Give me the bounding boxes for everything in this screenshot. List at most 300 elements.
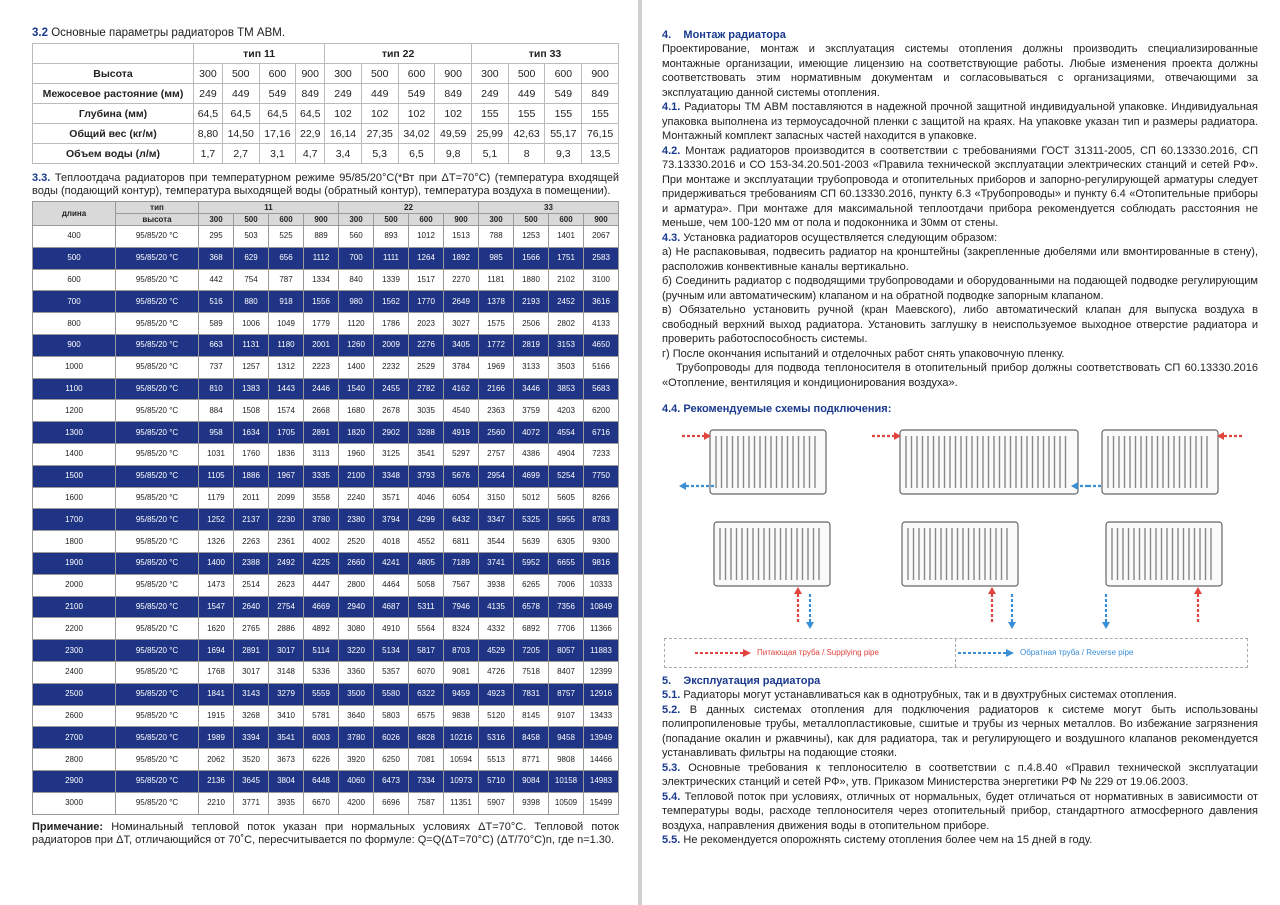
params-cell: 900 — [435, 64, 472, 84]
heat-value-cell: 4919 — [444, 422, 479, 444]
left-page — [0, 0, 638, 905]
heat-row — [33, 400, 619, 422]
heat-row — [33, 683, 619, 705]
heat-value-cell: 5683 — [584, 378, 619, 400]
heat-length-cell: 2500 — [33, 683, 116, 705]
heat-length-cell: 1000 — [33, 356, 116, 378]
heat-value-cell: 5325 — [514, 509, 549, 531]
heat-regime-cell: 95/85/20 °С — [116, 792, 199, 814]
heat-value-cell: 3571 — [374, 487, 409, 509]
heat-regime-cell: 95/85/20 °С — [116, 749, 199, 771]
heat-value-cell: 985 — [479, 247, 514, 269]
heat-value-cell: 2886 — [269, 618, 304, 640]
heat-value-cell: 13433 — [584, 705, 619, 727]
heat-value-cell: 5114 — [304, 640, 339, 662]
params-cell: 55,17 — [545, 124, 582, 144]
heat-value-cell: 5781 — [304, 705, 339, 727]
heat-value-cell: 3035 — [409, 400, 444, 422]
params-cell: 549 — [398, 84, 435, 104]
heat-value-cell: 5564 — [409, 618, 444, 640]
section-5-5: 5.5. Не рекомендуется опорожнять систему отопления более чем на 15 дней в году. — [662, 834, 1093, 846]
heat-regime-cell: 95/85/20 °С — [116, 334, 199, 356]
heat-value-cell: 4669 — [304, 596, 339, 618]
heat-value-cell: 14466 — [584, 749, 619, 771]
params-cell: 76,15 — [582, 124, 619, 144]
params-cell: 2,7 — [222, 144, 259, 164]
heat-value-cell: 2754 — [269, 596, 304, 618]
heat-value-cell: 1400 — [199, 552, 234, 574]
params-cell: 42,63 — [508, 124, 545, 144]
params-cell: 3,4 — [325, 144, 362, 164]
heat-length-cell: 2000 — [33, 574, 116, 596]
heat-type-header: тип — [116, 202, 199, 214]
params-cell: 9,8 — [435, 144, 472, 164]
heat-row — [33, 727, 619, 749]
heat-row — [33, 661, 619, 683]
heat-value-cell: 6811 — [444, 531, 479, 553]
heat-value-cell: 6655 — [549, 552, 584, 574]
params-cell: 900 — [296, 64, 325, 84]
heat-value-cell: 6716 — [584, 422, 619, 444]
params-cell: 102 — [361, 104, 398, 124]
heat-value-cell: 3741 — [479, 552, 514, 574]
heat-value-cell: 4072 — [514, 422, 549, 444]
params-cell: 16,14 — [325, 124, 362, 144]
section-4-text: Проектирование, монтаж и эксплуатация системы отопления должны производить специализированные монтажные организации, имеющие лицензию на соответствующие работы. Любые изменения проекта должны соответствовать этим нормативным документам и согласовываться с организациями, отвечающими за эксплуатацию данной системы отопления. — [662, 43, 1258, 99]
params-cell: 13,5 — [582, 144, 619, 164]
heat-length-cell: 1500 — [33, 465, 116, 487]
heat-value-cell: 1179 — [199, 487, 234, 509]
heat-length-cell: 2100 — [33, 596, 116, 618]
heat-value-cell: 7356 — [549, 596, 584, 618]
heat-value-cell: 368 — [199, 247, 234, 269]
heat-value-cell: 2765 — [234, 618, 269, 640]
heat-length-cell: 2200 — [33, 618, 116, 640]
heat-regime-cell: 95/85/20 °С — [116, 247, 199, 269]
heat-regime-cell: 95/85/20 °С — [116, 683, 199, 705]
heat-value-cell: 4133 — [584, 313, 619, 335]
heat-group-header: 11 — [199, 202, 339, 214]
heat-value-cell: 10973 — [444, 770, 479, 792]
heat-value-cell: 8458 — [514, 727, 549, 749]
heat-value-cell: 3394 — [234, 727, 269, 749]
heat-value-cell: 8324 — [444, 618, 479, 640]
heat-value-cell: 1400 — [339, 356, 374, 378]
heat-value-cell: 2361 — [269, 531, 304, 553]
heat-height-col: 600 — [269, 214, 304, 226]
heat-value-cell: 3220 — [339, 640, 374, 662]
legend-return: Обратная труба / Reverse pipe — [956, 639, 1246, 667]
heat-value-cell: 15499 — [584, 792, 619, 814]
heat-value-cell: 700 — [339, 247, 374, 269]
heat-value-cell: 1312 — [269, 356, 304, 378]
params-cell: 102 — [398, 104, 435, 124]
heat-value-cell: 1540 — [339, 378, 374, 400]
heat-value-cell: 5311 — [409, 596, 444, 618]
section-5-2: 5.2. В данных системах отопления для подключения радиаторов к системе могут быть использованы полипропиленовые трубы, металлопластиковые, сшитые и трубы из черных металлов. Во избежание загрязнения (попадание окалин и ржавчины), как для радиатора, так и регулирующего и воздушного клапанов рекомендуется устанавливать фильтры на подающие стояки. — [662, 703, 1259, 759]
heat-value-cell: 4529 — [479, 640, 514, 662]
heat-value-cell: 9808 — [549, 749, 584, 771]
heat-value-cell: 3148 — [269, 661, 304, 683]
params-cell: 600 — [545, 64, 582, 84]
heat-value-cell: 1443 — [269, 378, 304, 400]
heat-value-cell: 1892 — [444, 247, 479, 269]
heat-row — [33, 749, 619, 771]
heat-value-cell: 1786 — [374, 313, 409, 335]
heat-length-cell: 1100 — [33, 378, 116, 400]
heat-value-cell: 3503 — [549, 356, 584, 378]
heat-length-cell: 700 — [33, 291, 116, 313]
heat-regime-cell: 95/85/20 °С — [116, 727, 199, 749]
section-4-3-a: а) Не распаковывая, подвесить радиатор на кронштейны (закрепленные дюбелями или вмонтированные в стену), расположив конвективные каналы вертикально. — [662, 246, 1258, 273]
heat-value-cell: 8145 — [514, 705, 549, 727]
heat-regime-cell: 95/85/20 °С — [116, 226, 199, 248]
params-type-header: тип 22 — [325, 44, 472, 64]
heat-value-cell: 4892 — [304, 618, 339, 640]
heat-value-cell: 6265 — [514, 574, 549, 596]
heat-value-cell: 4225 — [304, 552, 339, 574]
heat-title: 3.3. Теплоотдача радиаторов при температурном режиме 95/85/20°С(*Вт при ΔТ=70°С) (температура входящей воды (подающий контур), температура выходящей воды (обратный контур), температура воздуха в помещении). — [32, 172, 619, 197]
heat-value-cell: 1969 — [479, 356, 514, 378]
heat-value-cell: 1705 — [269, 422, 304, 444]
heat-value-cell: 787 — [269, 269, 304, 291]
heat-value-cell: 3853 — [549, 378, 584, 400]
heat-value-cell: 1383 — [234, 378, 269, 400]
heat-value-cell: 1694 — [199, 640, 234, 662]
heat-value-cell: 3935 — [269, 792, 304, 814]
heat-value-cell: 6305 — [549, 531, 584, 553]
params-cell: 1,7 — [194, 144, 223, 164]
heat-value-cell: 1012 — [409, 226, 444, 248]
heat-value-cell: 6828 — [409, 727, 444, 749]
heat-row — [33, 465, 619, 487]
params-cell: 549 — [545, 84, 582, 104]
heat-value-cell: 2660 — [339, 552, 374, 574]
heat-value-cell: 6070 — [409, 661, 444, 683]
heat-row — [33, 705, 619, 727]
heat-value-cell: 4135 — [479, 596, 514, 618]
heat-value-cell: 1836 — [269, 443, 304, 465]
params-cell: 64,5 — [222, 104, 259, 124]
heat-value-cell: 9398 — [514, 792, 549, 814]
heat-row — [33, 640, 619, 662]
heat-value-cell: 1111 — [374, 247, 409, 269]
heat-value-cell: 1562 — [374, 291, 409, 313]
heat-value-cell: 8783 — [584, 509, 619, 531]
heat-value-cell: 3100 — [584, 269, 619, 291]
heat-value-cell: 1339 — [374, 269, 409, 291]
heat-value-cell: 7081 — [409, 749, 444, 771]
section-4-3: 4.3. Установка радиаторов осуществляется следующим образом: — [662, 231, 998, 244]
section-5-1: 5.1. Радиаторы могут устанавливаться как в однотрубных, так и в двухтрубных системах отопления. — [662, 689, 1177, 701]
heat-height-col: 900 — [584, 214, 619, 226]
heat-value-cell: 1049 — [269, 313, 304, 335]
heat-height-col: 600 — [549, 214, 584, 226]
heat-table — [32, 201, 619, 815]
heat-length-header: длина — [33, 202, 116, 226]
heat-value-cell: 10509 — [549, 792, 584, 814]
heat-value-cell: 2136 — [199, 770, 234, 792]
heat-length-cell: 2900 — [33, 770, 116, 792]
params-cell: 449 — [361, 84, 398, 104]
heat-regime-cell: 95/85/20 °С — [116, 640, 199, 662]
heat-value-cell: 3143 — [234, 683, 269, 705]
heat-value-cell: 884 — [199, 400, 234, 422]
heat-length-cell: 1400 — [33, 443, 116, 465]
heat-regime-cell: 95/85/20 °С — [116, 465, 199, 487]
heat-value-cell: 629 — [234, 247, 269, 269]
params-cell: 6,5 — [398, 144, 435, 164]
heat-value-cell: 4687 — [374, 596, 409, 618]
heat-value-cell: 3520 — [234, 749, 269, 771]
heat-value-cell: 2023 — [409, 313, 444, 335]
heat-row — [33, 596, 619, 618]
heat-height-col: 300 — [199, 214, 234, 226]
params-cell: 300 — [472, 64, 509, 84]
heat-length-cell: 2800 — [33, 749, 116, 771]
heat-value-cell: 3558 — [304, 487, 339, 509]
heat-value-cell: 5166 — [584, 356, 619, 378]
heat-value-cell: 2067 — [584, 226, 619, 248]
heat-value-cell: 5803 — [374, 705, 409, 727]
heat-value-cell: 3153 — [549, 334, 584, 356]
params-cell: 500 — [222, 64, 259, 84]
heat-row — [33, 509, 619, 531]
heat-height-col: 500 — [514, 214, 549, 226]
section-4-4-title: 4.4. Рекомендуемые схемы подключения: — [662, 403, 892, 415]
section-5-3: 5.3. Основные требования к теплоносителю в соответствии с п.4.8.40 «Правил технической эксплуатации электрических станций и сетей РФ», утв. Приказом Министерства энергетики РФ № 229 от 19.06.2003. — [662, 761, 1258, 788]
section-4-3-c: в) Обязательно установить ручной (кран Маевского), либо автоматический клапан для выпуска воздуха в свободный верхний выход радиатора. Установить заглушку в неиспользуемое выходное отверстие радиатора и проверить работоспособность системы. — [662, 304, 1258, 345]
heat-value-cell: 6473 — [374, 770, 409, 792]
params-cell: 849 — [582, 84, 619, 104]
params-row-label: Объем воды (л/м) — [33, 144, 194, 164]
params-cell: 549 — [259, 84, 296, 104]
heat-value-cell: 2193 — [514, 291, 549, 313]
params-cell: 849 — [296, 84, 325, 104]
heat-value-cell: 2230 — [269, 509, 304, 531]
heat-value-cell: 6054 — [444, 487, 479, 509]
params-row-label: Межосевое растояние (мм) — [33, 84, 194, 104]
heat-length-cell: 1200 — [33, 400, 116, 422]
heat-value-cell: 6448 — [304, 770, 339, 792]
heat-value-cell: 8771 — [514, 749, 549, 771]
right-page — [642, 0, 1280, 905]
params-cell: 102 — [325, 104, 362, 124]
heat-value-cell: 3410 — [269, 705, 304, 727]
heat-regime-cell: 95/85/20 °С — [116, 596, 199, 618]
heat-value-cell: 1006 — [234, 313, 269, 335]
heat-value-cell: 2802 — [549, 313, 584, 335]
heat-regime-cell: 95/85/20 °С — [116, 618, 199, 640]
heat-value-cell: 1326 — [199, 531, 234, 553]
params-cell: 49,59 — [435, 124, 472, 144]
heat-value-cell: 3125 — [374, 443, 409, 465]
heat-value-cell: 10849 — [584, 596, 619, 618]
heat-regime-cell: 95/85/20 °С — [116, 661, 199, 683]
heat-row — [33, 334, 619, 356]
connection-schemes-svg — [662, 422, 1248, 636]
heat-value-cell: 1886 — [234, 465, 269, 487]
heat-value-cell: 6696 — [374, 792, 409, 814]
heat-value-cell: 3780 — [339, 727, 374, 749]
heat-value-cell: 9838 — [444, 705, 479, 727]
heat-value-cell: 9081 — [444, 661, 479, 683]
heat-value-cell: 3017 — [269, 640, 304, 662]
heat-value-cell: 3793 — [409, 465, 444, 487]
heat-height-col: 300 — [339, 214, 374, 226]
heat-value-cell: 13949 — [584, 727, 619, 749]
heat-value-cell: 11883 — [584, 640, 619, 662]
heat-value-cell: 5559 — [304, 683, 339, 705]
heat-value-cell: 2011 — [234, 487, 269, 509]
heat-value-cell: 1820 — [339, 422, 374, 444]
heat-value-cell: 1960 — [339, 443, 374, 465]
heat-value-cell: 3268 — [234, 705, 269, 727]
heat-value-cell: 3335 — [304, 465, 339, 487]
heat-value-cell: 5955 — [549, 509, 584, 531]
heat-value-cell: 4447 — [304, 574, 339, 596]
heat-value-cell: 1181 — [479, 269, 514, 291]
pipe-legend — [664, 638, 1248, 668]
heat-value-cell: 3780 — [304, 509, 339, 531]
heat-value-cell: 754 — [234, 269, 269, 291]
heat-value-cell: 2166 — [479, 378, 514, 400]
heat-value-cell: 5012 — [514, 487, 549, 509]
heat-value-cell: 2583 — [584, 247, 619, 269]
heat-value-cell: 5952 — [514, 552, 549, 574]
heat-height-header: высота — [116, 214, 199, 226]
heat-value-cell: 3784 — [444, 356, 479, 378]
heat-value-cell: 6432 — [444, 509, 479, 531]
heat-value-cell: 1779 — [304, 313, 339, 335]
heat-value-cell: 5134 — [374, 640, 409, 662]
heat-value-cell: 1770 — [409, 291, 444, 313]
heat-value-cell: 7205 — [514, 640, 549, 662]
heat-regime-cell: 95/85/20 °С — [116, 291, 199, 313]
heat-value-cell: 1257 — [234, 356, 269, 378]
heat-value-cell: 737 — [199, 356, 234, 378]
params-row — [33, 104, 619, 124]
params-cell: 5,1 — [472, 144, 509, 164]
heat-value-cell: 2891 — [234, 640, 269, 662]
heat-value-cell: 1260 — [339, 334, 374, 356]
heat-row — [33, 618, 619, 640]
heat-row — [33, 422, 619, 444]
heat-length-cell: 2700 — [33, 727, 116, 749]
heat-value-cell: 4699 — [514, 465, 549, 487]
heat-value-cell: 1517 — [409, 269, 444, 291]
heat-height-col: 900 — [304, 214, 339, 226]
params-cell: 249 — [325, 84, 362, 104]
heat-length-cell: 2400 — [33, 661, 116, 683]
heat-value-cell: 3446 — [514, 378, 549, 400]
heat-value-cell: 1556 — [304, 291, 339, 313]
params-row — [33, 144, 619, 164]
params-cell: 25,99 — [472, 124, 509, 144]
heat-height-col: 300 — [479, 214, 514, 226]
heat-value-cell: 4299 — [409, 509, 444, 531]
heat-row — [33, 226, 619, 248]
heat-length-cell: 1600 — [33, 487, 116, 509]
heat-value-cell: 3405 — [444, 334, 479, 356]
heat-value-cell: 2240 — [339, 487, 374, 509]
supply-arrow-icon — [693, 648, 753, 658]
heat-value-cell: 7706 — [549, 618, 584, 640]
params-type-header: тип 11 — [194, 44, 325, 64]
heat-length-cell: 800 — [33, 313, 116, 335]
heat-value-cell: 3616 — [584, 291, 619, 313]
params-cell: 500 — [508, 64, 545, 84]
heat-length-cell: 3000 — [33, 792, 116, 814]
section-4-3-b: б) Соединить радиатор с подводящими трубопроводами и оборудованными на подающей подводке регулирующим (ручным или автоматическим) клапаном и на обратной подводке запорным клапаном. — [662, 275, 1258, 302]
heat-value-cell: 2388 — [234, 552, 269, 574]
heat-value-cell: 5710 — [479, 770, 514, 792]
heat-value-cell: 1180 — [269, 334, 304, 356]
params-cell: 300 — [194, 64, 223, 84]
heat-length-cell: 1700 — [33, 509, 116, 531]
heat-value-cell: 2100 — [339, 465, 374, 487]
heat-row — [33, 269, 619, 291]
heat-value-cell: 7946 — [444, 596, 479, 618]
heat-value-cell: 3279 — [269, 683, 304, 705]
params-cell: 155 — [508, 104, 545, 124]
heat-length-cell: 1300 — [33, 422, 116, 444]
heat-value-cell: 4540 — [444, 400, 479, 422]
heat-value-cell: 4332 — [479, 618, 514, 640]
heat-value-cell: 8703 — [444, 640, 479, 662]
heat-value-cell: 10158 — [549, 770, 584, 792]
heat-length-cell: 1800 — [33, 531, 116, 553]
heat-value-cell: 6026 — [374, 727, 409, 749]
heat-value-cell: 9084 — [514, 770, 549, 792]
heat-value-cell: 958 — [199, 422, 234, 444]
heat-value-cell: 3347 — [479, 509, 514, 531]
heat-value-cell: 3759 — [514, 400, 549, 422]
heat-row — [33, 313, 619, 335]
heat-row — [33, 574, 619, 596]
heat-value-cell: 4554 — [549, 422, 584, 444]
heat-value-cell: 4464 — [374, 574, 409, 596]
heat-regime-cell: 95/85/20 °С — [116, 400, 199, 422]
heat-value-cell: 5336 — [304, 661, 339, 683]
heat-value-cell: 3150 — [479, 487, 514, 509]
heat-length-cell: 2300 — [33, 640, 116, 662]
params-cell: 5,3 — [361, 144, 398, 164]
params-cell: 3,1 — [259, 144, 296, 164]
heat-value-cell: 2819 — [514, 334, 549, 356]
heat-value-cell: 2954 — [479, 465, 514, 487]
heat-value-cell: 2529 — [409, 356, 444, 378]
heat-value-cell: 1751 — [549, 247, 584, 269]
heat-value-cell: 503 — [234, 226, 269, 248]
heat-value-cell: 1915 — [199, 705, 234, 727]
heat-value-cell: 4552 — [409, 531, 444, 553]
heat-value-cell: 1105 — [199, 465, 234, 487]
heat-row — [33, 552, 619, 574]
heat-row — [33, 792, 619, 814]
section-5-4: 5.4. Тепловой поток при условиях, отличных от нормальных, будет отличаться от нормативных в зависимости от температуры воды, расходе теплоносителя через отопительный прибор, стандартного атмосферного давления воздуха, направления движения воды в отопительном приборе. — [662, 790, 1258, 832]
heat-value-cell: 2452 — [549, 291, 584, 313]
heat-value-cell: 2668 — [304, 400, 339, 422]
heat-regime-cell: 95/85/20 °С — [116, 378, 199, 400]
heat-value-cell: 2560 — [479, 422, 514, 444]
heat-row — [33, 770, 619, 792]
heat-value-cell: 3017 — [234, 661, 269, 683]
params-cell: 8 — [508, 144, 545, 164]
heat-value-cell: 5580 — [374, 683, 409, 705]
heat-value-cell: 1566 — [514, 247, 549, 269]
heat-length-cell: 2600 — [33, 705, 116, 727]
